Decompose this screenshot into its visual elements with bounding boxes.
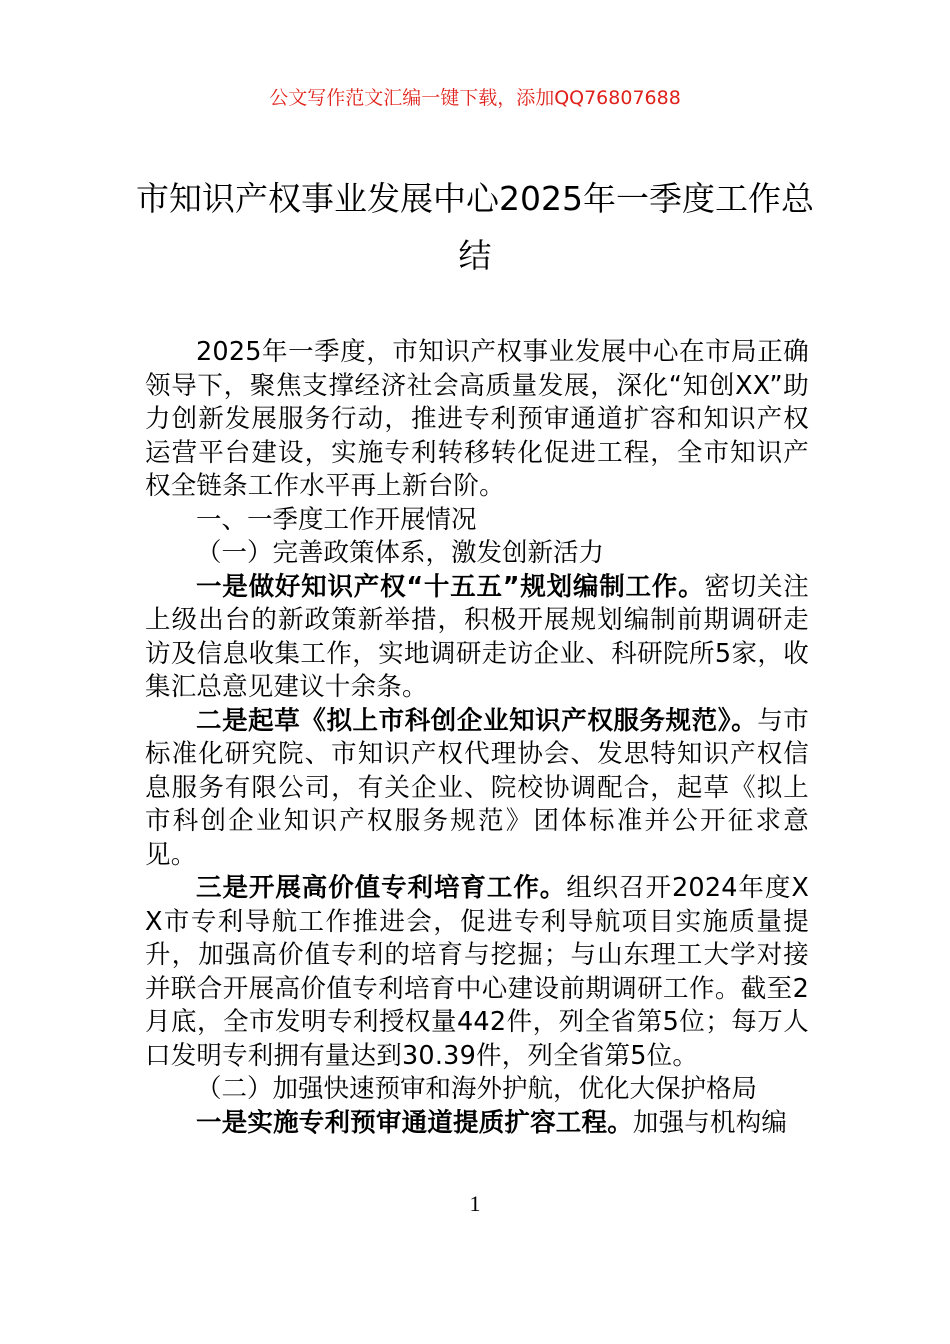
document-body [145,336,809,1140]
item-body: 加强与机构编 [632,1107,788,1138]
item-paragraph [145,872,809,1073]
item-body: 密切关注上级出台的新政策新举措，积极开展规划编制前期调研走访及信息收集工作，实地调研走访企业、科研院所5家，收集汇总意见建议十余条。 [145,571,809,702]
intro-paragraph: 2025年一季度，市知识产权事业发展中心在市局正确领导下，聚焦支撑经济社会高质量发展，深化“知创XX”助力创新发展服务行动，推进专利预审通道扩容和知识产权运营平台建设，实施专利转移转化促进工程，全市知识产权全链条工作水平再上新台阶。 [145,337,809,501]
promo-banner: 公文写作范文汇编一键下载，添加QQ76807688 [269,87,681,109]
item-body: 组织召开2024年度XX市专利导航工作推进会，促进专利导航项目实施质量提升，加强高价值专利的培育与挖掘；与山东理工大学对接并联合开展高价值专利培育中心建设前期调研工作。截至2月底，全市发明专利授权量442件，列全省第5位；每万人口发明专利拥有量达到30.39件，列全省第5位。 [145,873,809,1071]
item-lead: 三是开展高价值专利培育工作。 [196,873,567,903]
item-lead: 一是做好知识产权“十五五”规划编制工作。 [196,571,705,602]
item-lead: 二是起草《拟上市科创企业知识产权服务规范》。 [196,705,758,736]
item-body: 与市标准化研究院、市知识产权代理协会、发思特知识产权信息服务有限公司，有关企业、院校协调配合，起草《拟上市科创企业知识产权服务规范》团体标准并公开征求意见。 [145,705,809,870]
item-paragraph [145,1107,809,1141]
subsection-heading: （一）完善政策体系，激发创新活力 [196,538,605,568]
subsection-heading: （二）加强快速预审和海外护航，优化大保护格局 [196,1074,758,1104]
document-title: 市知识产权事业发展中心2025年一季度工作总结 [136,179,814,275]
page-number: 1 [469,1191,481,1216]
section-heading: 一、一季度工作开展情况 [196,504,477,535]
item-paragraph [145,705,809,873]
item-lead: 一是实施专利预审通道提质扩容工程。 [196,1107,633,1138]
item-paragraph [145,571,809,705]
